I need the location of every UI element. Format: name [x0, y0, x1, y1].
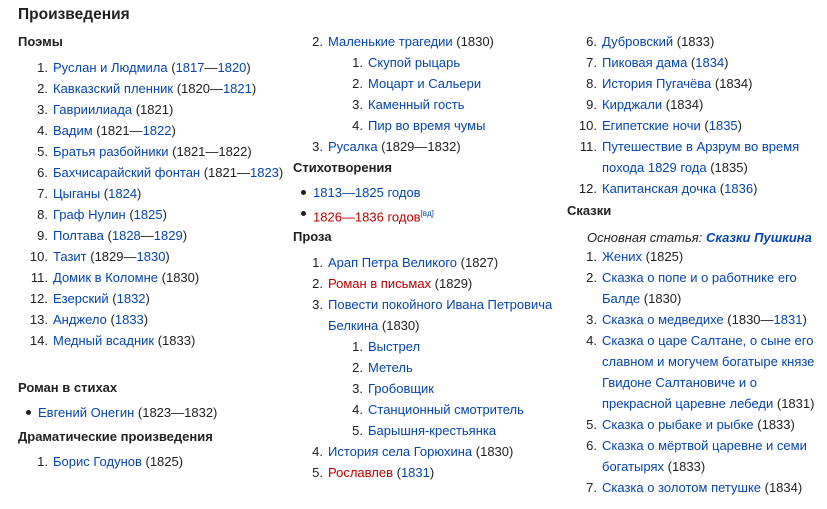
item-detail: ) [251, 81, 257, 96]
list-item [18, 141, 288, 162]
list-item [293, 420, 568, 441]
item-number: 3. [37, 102, 48, 117]
item-detail: ( [103, 228, 112, 243]
item-text [602, 73, 825, 94]
item-link[interactable]: Сказка о рыбаке и рыбке [602, 417, 754, 432]
item-text [53, 330, 288, 351]
item-number: 3. [352, 381, 363, 396]
item-detail: (1834) [662, 97, 704, 112]
item-link[interactable]: Кирджали [602, 97, 663, 112]
main-article-note [587, 230, 812, 245]
list-item [293, 115, 568, 136]
item-number: 3. [312, 297, 323, 312]
item-number: 1. [586, 249, 597, 264]
item-link[interactable]: Египетские ночи [602, 118, 701, 133]
item-text [602, 94, 825, 115]
list-item [567, 309, 825, 330]
item-detail: ) [737, 118, 742, 133]
wikidata-link[interactable]: [вд] [420, 209, 434, 218]
item-detail: (1821— [200, 165, 250, 180]
item-number: 11. [579, 139, 597, 154]
item-detail: ) [171, 123, 176, 138]
item-detail: (1821—1822) [168, 144, 252, 159]
list-item [567, 267, 825, 309]
list-item [18, 225, 288, 246]
list-item [293, 441, 568, 462]
item-number: 9. [586, 97, 597, 112]
item-detail: ) [429, 465, 435, 480]
item-text [53, 204, 288, 225]
list-item [293, 203, 568, 227]
list-item [18, 162, 288, 183]
section-novel-title: Роман в стихах [18, 380, 118, 395]
bullet-icon [26, 410, 31, 415]
item-link[interactable]: История Пугачёва [602, 76, 712, 91]
item-link[interactable]: Цыганы [53, 186, 101, 201]
item-link[interactable]: 1832 [116, 291, 146, 306]
item-link[interactable]: Борис Годунов [53, 454, 142, 469]
item-link[interactable]: Пиковая дама [602, 55, 688, 70]
item-detail: — [140, 228, 154, 243]
item-number: 2. [352, 360, 363, 375]
item-detail: (1831) [773, 396, 815, 411]
main-article-link[interactable]: Сказки Пушкина [705, 230, 812, 245]
prose-list-continued [567, 31, 825, 199]
list-item [567, 136, 825, 178]
list-item [567, 435, 825, 477]
item-number: 10. [578, 118, 597, 133]
drama-list-continued [293, 31, 568, 157]
list-item [567, 115, 825, 136]
item-link[interactable]: История села Горюхина [328, 444, 473, 459]
item-text [328, 441, 568, 462]
item-detail: (1834) [761, 480, 803, 495]
item-text [53, 246, 288, 267]
item-link[interactable]: 1831 [773, 312, 803, 327]
item-number: 2. [37, 81, 48, 96]
item-number: 3. [352, 97, 363, 112]
item-detail: ) [137, 186, 142, 201]
item-detail: ( [167, 60, 176, 75]
item-link[interactable]: Сказка о мёртвой царевне и семи богатырях [602, 438, 807, 474]
item-detail: ( [700, 118, 709, 133]
item-text [313, 203, 568, 227]
item-detail: ) [802, 312, 807, 327]
item-link[interactable]: 1836 [724, 181, 754, 196]
item-text [602, 136, 825, 178]
item-number: 6. [586, 34, 597, 49]
item-detail: (1833) [753, 417, 795, 432]
item-number: 2. [352, 76, 363, 91]
list-item [18, 309, 288, 330]
item-link[interactable]: Тазит [53, 249, 87, 264]
item-text [368, 73, 568, 94]
item-text [53, 99, 288, 120]
item-detail: (1823—1832) [134, 405, 218, 420]
item-text [53, 120, 288, 141]
section-poems-title: Поэмы [18, 34, 63, 49]
item-detail: (1825) [141, 454, 184, 469]
item-number: 2. [586, 270, 597, 285]
item-detail: ) [753, 181, 758, 196]
item-text [602, 52, 825, 73]
item-link[interactable]: Полтава [53, 228, 104, 243]
list-item [567, 414, 825, 435]
list-item [293, 31, 568, 52]
item-text [602, 246, 825, 267]
item-detail: (1834) [711, 76, 753, 91]
item-number: 7. [37, 186, 48, 201]
item-link[interactable]: Станционный смотритель [368, 402, 524, 417]
item-number: 4. [312, 444, 323, 459]
item-link[interactable]: Кавказский пленник [53, 81, 174, 96]
item-link[interactable]: Маленькие трагедии [328, 34, 453, 49]
item-text [602, 414, 825, 435]
item-text [602, 178, 825, 199]
item-link[interactable]: Гробовщик [368, 381, 434, 396]
list-item [18, 451, 288, 472]
item-text [328, 294, 568, 336]
item-text [368, 336, 568, 357]
item-detail: (1830) [472, 444, 514, 459]
item-link[interactable]: Сказка о попе и о работнике его Балде [602, 270, 797, 306]
item-number: 13. [29, 312, 48, 327]
item-text [53, 309, 288, 330]
item-text [602, 31, 825, 52]
item-number: 7. [586, 480, 597, 495]
item-detail: (1821) [132, 102, 174, 117]
item-text [368, 420, 568, 441]
list-item [293, 357, 568, 378]
item-link-missing[interactable]: Роман в письмах [328, 276, 432, 291]
section-drama-title: Драматические произведения [18, 429, 213, 444]
list-item [293, 399, 568, 420]
bullet-icon [301, 190, 306, 195]
item-link[interactable]: 1833 [114, 312, 144, 327]
item-detail: ) [724, 55, 729, 70]
item-detail: — [204, 60, 218, 75]
drama-list [18, 451, 288, 472]
item-link[interactable]: Руслан и Людмила [53, 60, 168, 75]
item-number: 5. [37, 144, 48, 159]
item-link[interactable]: Евгений Онегин [38, 405, 135, 420]
item-detail: ) [145, 291, 150, 306]
list-item [293, 294, 568, 336]
item-detail: (1830) [158, 270, 200, 285]
tales-list [567, 246, 825, 498]
item-link[interactable]: 1824 [108, 186, 138, 201]
item-link[interactable]: Арап Петра Великого [328, 255, 458, 270]
list-item [18, 204, 288, 225]
list-item [293, 73, 568, 94]
item-number: 10. [29, 249, 48, 264]
item-link[interactable]: 1823 [249, 165, 279, 180]
verses-list [293, 182, 568, 227]
item-link[interactable]: 1820 [217, 60, 247, 75]
list-item [567, 73, 825, 94]
item-detail: ) [162, 207, 167, 222]
item-link[interactable]: 1813—1825 годов [313, 185, 421, 200]
list-item [293, 52, 568, 73]
list-item [567, 31, 825, 52]
item-text [368, 399, 568, 420]
list-item [567, 52, 825, 73]
item-text [53, 57, 288, 78]
list-item [293, 252, 568, 273]
poems-list [18, 57, 288, 351]
item-detail: (1830) [452, 34, 494, 49]
item-text [602, 330, 825, 414]
item-text [53, 141, 288, 162]
item-number: 4. [37, 123, 48, 138]
item-text [328, 31, 568, 52]
item-link[interactable]: 1828 [111, 228, 141, 243]
item-link[interactable]: Капитанская дочка [602, 181, 717, 196]
item-detail: ) [143, 312, 149, 327]
item-link[interactable]: Сказка о золотом петушке [602, 480, 762, 495]
list-item [18, 78, 288, 99]
item-link[interactable]: Скупой рыцарь [368, 55, 461, 70]
item-detail: ( [125, 207, 134, 222]
item-number: 11. [30, 270, 48, 285]
item-number: 1. [312, 255, 323, 270]
item-link[interactable]: Бахчисарайский фонтан [53, 165, 201, 180]
item-detail: (1829—1832) [377, 139, 461, 154]
item-link[interactable]: 1835 [708, 118, 738, 133]
item-detail: (1830) [640, 291, 682, 306]
item-link[interactable]: Русалка [328, 139, 378, 154]
item-link[interactable]: Братья разбойники [53, 144, 169, 159]
prose-list [293, 252, 568, 483]
item-number: 3. [586, 312, 597, 327]
list-item [18, 57, 288, 78]
item-link[interactable]: Вадим [53, 123, 93, 138]
item-link[interactable]: Гавриилиада [53, 102, 133, 117]
novel-list [18, 402, 288, 423]
list-item [18, 183, 288, 204]
section-tales-title: Сказки [567, 203, 612, 218]
item-link[interactable]: Путешествие в Арзрум во время похода 1829 года [602, 139, 800, 175]
item-link[interactable]: 1821 [222, 81, 252, 96]
item-text [602, 115, 825, 136]
list-item [293, 273, 568, 294]
list-item [18, 246, 288, 267]
list-item [18, 267, 288, 288]
item-detail: (1829) [431, 276, 473, 291]
item-text [368, 378, 568, 399]
item-link[interactable]: Барышня-крестьянка [368, 423, 497, 438]
list-item [18, 99, 288, 120]
list-item [293, 94, 568, 115]
item-text [53, 78, 288, 99]
item-number: 14. [29, 333, 48, 348]
item-link[interactable]: Выстрел [368, 339, 421, 354]
page-title: Произведения [18, 6, 130, 23]
section-prose-title: Проза [293, 229, 332, 244]
list-item [567, 94, 825, 115]
item-detail: ( [687, 55, 696, 70]
item-text [602, 435, 825, 477]
item-text [602, 309, 825, 330]
list-item [293, 136, 568, 157]
item-number: 12. [29, 291, 48, 306]
item-detail: ) [278, 165, 284, 180]
item-link[interactable]: Сказка о царе Салтане, о сыне его славном и могучем богатыре князе Гвидоне Салтановиче и о прекрасной царевне лебеди [602, 333, 815, 411]
list-item [18, 330, 288, 351]
item-text [328, 462, 568, 483]
bullet-icon [301, 211, 306, 216]
item-number: 12. [578, 181, 597, 196]
item-detail: (1825) [642, 249, 684, 264]
item-link-missing[interactable]: Рославлев [328, 465, 393, 480]
item-link[interactable]: Дубровский [602, 34, 674, 49]
item-link[interactable]: Езерский [53, 291, 109, 306]
list-item [567, 178, 825, 199]
item-link[interactable]: 1829 [153, 228, 183, 243]
item-number: 6. [586, 438, 597, 453]
item-text [53, 451, 288, 472]
item-link[interactable]: 1834 [695, 55, 725, 70]
item-number: 1. [352, 339, 363, 354]
item-text [328, 136, 568, 157]
list-item [18, 402, 288, 423]
item-detail: ( [392, 465, 401, 480]
item-link[interactable]: Пир во время чумы [368, 118, 486, 133]
item-number: 9. [37, 228, 48, 243]
item-link[interactable]: Каменный гость [368, 97, 465, 112]
item-text [368, 115, 568, 136]
item-number: 2. [312, 276, 323, 291]
item-link[interactable]: 1830 [136, 249, 166, 264]
item-number: 2. [312, 34, 323, 49]
item-detail: ( [100, 186, 109, 201]
item-number: 1. [352, 55, 363, 70]
item-text [368, 357, 568, 378]
item-detail: (1833) [673, 34, 715, 49]
item-link[interactable]: Метель [368, 360, 413, 375]
item-detail: ) [182, 228, 188, 243]
item-number: 4. [586, 333, 597, 348]
item-detail: ( [716, 181, 725, 196]
main-article-label: Основная статья: [587, 230, 706, 245]
item-text [602, 477, 825, 498]
item-text [38, 402, 288, 423]
item-text [368, 94, 568, 115]
item-detail: ) [165, 249, 170, 264]
item-link[interactable]: Моцарт и Сальери [368, 76, 482, 91]
item-text [313, 182, 568, 203]
item-detail: (1830) [378, 318, 420, 333]
item-link[interactable]: Повести покойного Ивана Петровича Белкина [328, 297, 553, 333]
item-text [53, 183, 288, 204]
item-detail: (1830— [723, 312, 774, 327]
list-item [293, 378, 568, 399]
item-number: 5. [312, 465, 323, 480]
item-text [368, 52, 568, 73]
item-link[interactable]: Граф Нулин [53, 207, 126, 222]
item-number: 6. [37, 165, 48, 180]
item-link[interactable]: Сказка о медведихе [602, 312, 724, 327]
item-detail: (1835) [706, 160, 748, 175]
item-text [53, 162, 288, 183]
item-link-missing[interactable]: 1826—1836 годов [313, 209, 421, 225]
item-detail: (1833) [664, 459, 706, 474]
item-detail: ( [108, 291, 117, 306]
item-link[interactable]: Медный всадник [53, 333, 155, 348]
item-link[interactable]: Жених [602, 249, 643, 264]
item-link[interactable]: 1817 [175, 60, 205, 75]
list-item [18, 288, 288, 309]
list-item [567, 330, 825, 414]
list-item [18, 120, 288, 141]
item-text [602, 267, 825, 309]
list-item [293, 336, 568, 357]
item-detail: (1829— [86, 249, 137, 264]
list-item [567, 477, 825, 498]
item-number: 7. [586, 55, 597, 70]
item-detail: ( [106, 312, 115, 327]
list-item [293, 462, 568, 483]
item-link[interactable]: 1822 [142, 123, 172, 138]
item-link[interactable]: 1825 [133, 207, 163, 222]
list-item [293, 182, 568, 203]
item-detail: (1821— [92, 123, 143, 138]
section-verses-title: Стихотворения [293, 160, 392, 175]
item-text [53, 288, 288, 309]
item-text [53, 267, 288, 288]
list-item [567, 246, 825, 267]
item-number: 5. [352, 423, 363, 438]
item-number: 3. [312, 139, 323, 154]
item-detail: (1833) [154, 333, 196, 348]
item-detail: ) [246, 60, 251, 75]
item-number: 5. [586, 417, 597, 432]
item-number: 8. [37, 207, 48, 222]
item-number: 1. [37, 454, 48, 469]
item-detail: (1827) [457, 255, 499, 270]
item-text [328, 273, 568, 294]
item-number: 8. [586, 76, 597, 91]
item-number: 4. [352, 118, 363, 133]
item-detail: (1820— [173, 81, 223, 96]
item-number: 4. [352, 402, 363, 417]
item-link[interactable]: Домик в Коломне [53, 270, 159, 285]
item-number: 1. [37, 60, 48, 75]
item-link[interactable]: Анджело [53, 312, 107, 327]
item-text [328, 252, 568, 273]
item-link[interactable]: 1831 [400, 465, 430, 480]
item-text [53, 225, 288, 246]
